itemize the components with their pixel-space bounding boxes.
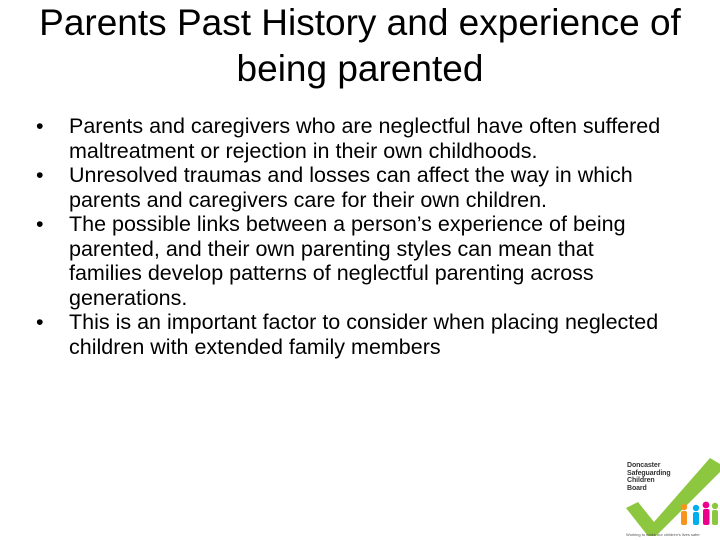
figure-body-icon: [703, 509, 710, 525]
figure-head-icon: [703, 502, 710, 509]
figure-head-icon: [681, 504, 687, 510]
safeguarding-board-logo: [618, 452, 720, 540]
slide-title-line-1: Parents Past History and experience of: [39, 2, 681, 43]
bullet-dot: •: [36, 310, 44, 334]
bullet-list: [36, 114, 668, 359]
logo-line-2: Safeguarding: [627, 469, 671, 477]
slide-title: [28, 0, 692, 92]
figure-body-icon: [681, 511, 687, 525]
bullet-dot: •: [36, 163, 44, 187]
bullet-text: This is an important factor to consider when placing neglected children with extended family members: [69, 310, 659, 359]
bullet-item: [36, 114, 668, 163]
bullet-text: Unresolved traumas and losses can affect the way in which parents and caregivers care for their own children.: [69, 163, 633, 212]
figure-head-icon: [693, 505, 699, 511]
bullet-item: [36, 310, 668, 359]
bullet-item: [36, 212, 668, 310]
logo-line-4: Board: [627, 484, 647, 492]
logo-wordmark: [627, 462, 671, 492]
bullet-text: Parents and caregivers who are neglectful have often suffered maltreatment or rejection in their own childhoods.: [69, 114, 661, 163]
logo-line-3: Children: [627, 477, 655, 484]
figure-body-icon: [693, 512, 699, 525]
slide-title-line-2: being parented: [236, 48, 484, 89]
bullet-item: [36, 163, 668, 212]
logo-tagline: Working to make our children's lives safer: [626, 532, 700, 537]
bullet-dot: •: [36, 114, 44, 138]
figure-body-icon: [712, 510, 718, 525]
logo-line-1: Doncaster: [627, 462, 661, 469]
bullet-text: The possible links between a person’s experience of being parented, and their own parenting styles can mean that families develop patterns of neglectful parenting across generations.: [69, 212, 626, 310]
bullet-dot: •: [36, 212, 44, 236]
family-figures-icon: [681, 502, 718, 525]
figure-head-icon: [712, 503, 718, 509]
